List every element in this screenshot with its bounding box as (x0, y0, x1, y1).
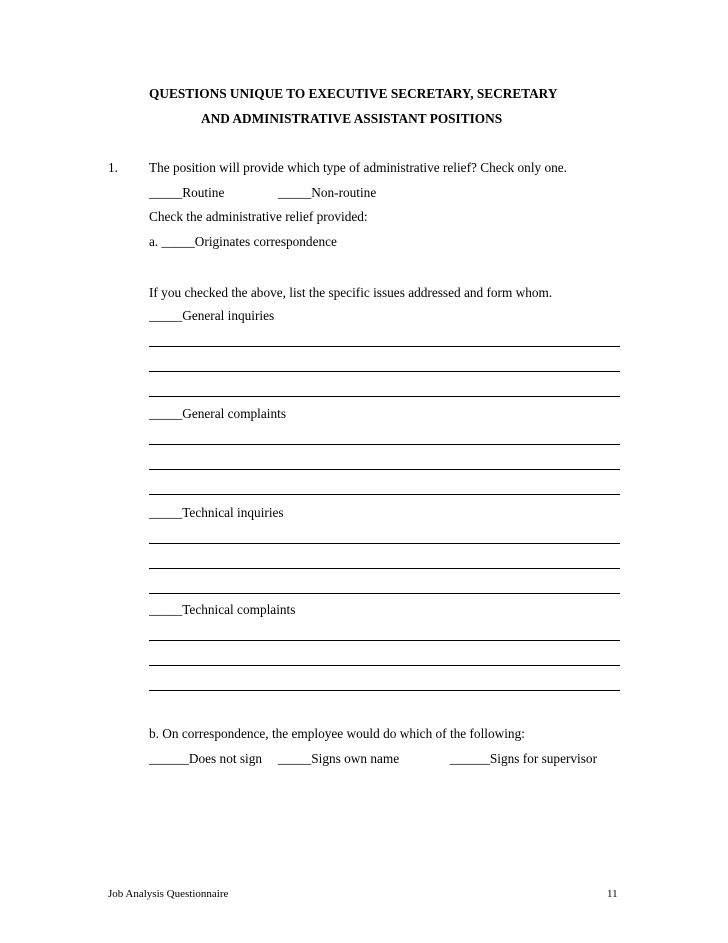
option-signs-own-name[interactable]: _____Signs own name (278, 751, 400, 766)
item-b-prompt: b. On correspondence, the employee would do which of the following: (149, 726, 525, 741)
list-prompt: If you checked the above, list the specific issues addressed and form whom. (149, 285, 553, 300)
answer-line[interactable] (149, 640, 620, 641)
heading-line-2: AND ADMINISTRATIVE ASSISTANT POSITIONS (201, 111, 503, 126)
option-nonroutine[interactable]: _____Non-routine (278, 185, 377, 200)
category-general-complaints[interactable]: _____General complaints (149, 406, 286, 421)
category-technical-inquiries[interactable]: _____Technical inquiries (149, 505, 284, 520)
answer-line[interactable] (149, 371, 620, 372)
answer-line[interactable] (149, 494, 620, 495)
answer-line[interactable] (149, 396, 620, 397)
option-routine[interactable]: _____Routine (149, 185, 225, 200)
option-signs-for-supervisor[interactable]: ______Signs for supervisor (450, 751, 597, 766)
check-prompt: Check the administrative relief provided: (149, 209, 368, 224)
answer-line[interactable] (149, 444, 620, 445)
question-number: 1. (108, 160, 118, 175)
question-prompt: The position will provide which type of administrative relief? Check only one. (149, 160, 568, 175)
footer-title: Job Analysis Questionnaire (108, 888, 229, 900)
answer-line[interactable] (149, 543, 620, 544)
answer-line[interactable] (149, 665, 620, 666)
category-technical-complaints[interactable]: _____Technical complaints (149, 602, 296, 617)
answer-line[interactable] (149, 469, 620, 470)
page-number: 11 (607, 888, 618, 900)
answer-line[interactable] (149, 593, 620, 594)
category-general-inquiries[interactable]: _____General inquiries (149, 308, 275, 323)
heading-line-1: QUESTIONS UNIQUE TO EXECUTIVE SECRETARY, SECRETARY (149, 86, 558, 101)
answer-line[interactable] (149, 568, 620, 569)
option-does-not-sign[interactable]: ______Does not sign (149, 751, 263, 766)
answer-line[interactable] (149, 690, 620, 691)
item-a-originates-correspondence[interactable]: a. _____Originates correspondence (149, 234, 337, 249)
answer-line[interactable] (149, 346, 620, 347)
